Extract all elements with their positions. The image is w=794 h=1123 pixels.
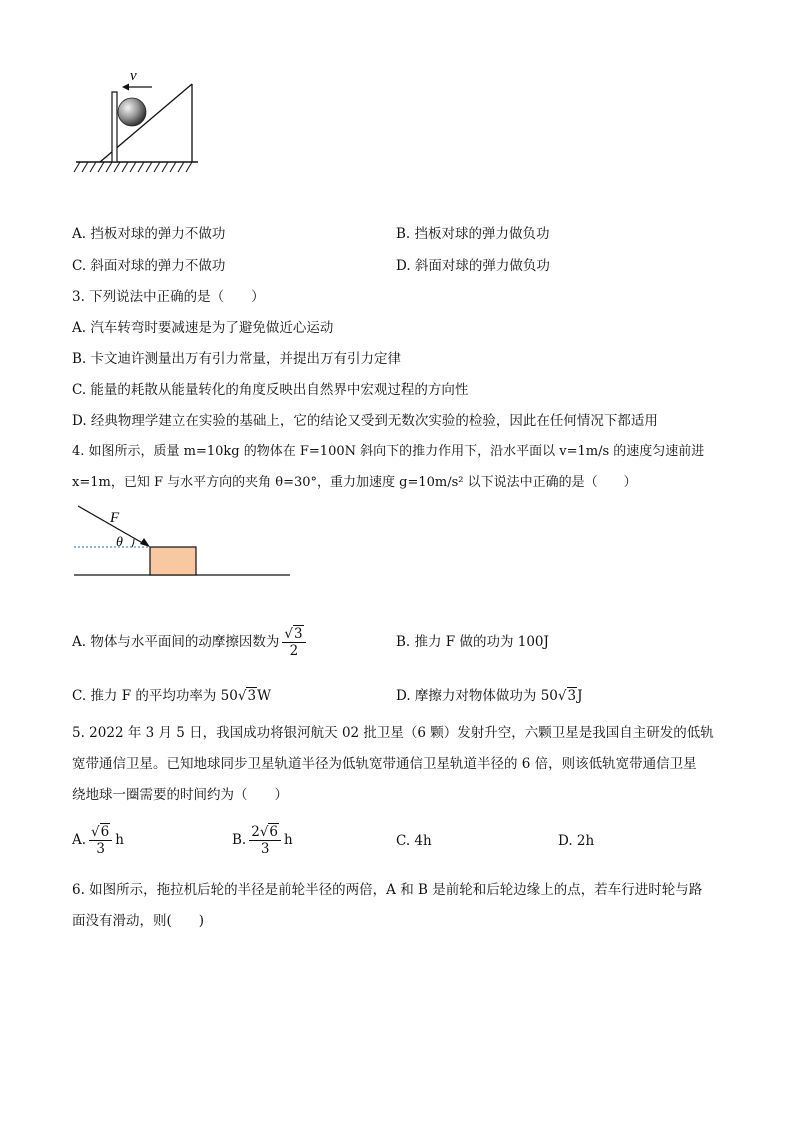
denominator: 3 — [260, 841, 270, 857]
q5-option-a[interactable] — [72, 820, 124, 860]
q3-stem: 3. 下列说法中正确的是（ ） — [72, 289, 265, 305]
velocity-arrow — [122, 84, 152, 91]
q5-stem-line3: 绕地球一圈需要的时间约为（ ） — [72, 787, 288, 803]
q4-figure — [72, 500, 294, 582]
q4-stem-line2: x=1m，已知 F 与水平方向的夹角 θ=30°，重力加速度 g=10m/s² 以下说法中正确的是（ ） — [72, 475, 637, 490]
radicand: 3 — [567, 688, 577, 704]
denominator: 3 — [96, 841, 105, 857]
q2-option-d[interactable]: D. 斜面对球的弹力做负功 — [396, 258, 550, 274]
q4-option-b[interactable]: B. 推力 F 做的功为 100J — [396, 634, 549, 650]
q2-option-b[interactable]: B. 挡板对球的弹力做负功 — [396, 226, 550, 242]
coefficient: 2 — [251, 824, 260, 840]
unit: h — [284, 832, 293, 848]
q4-option-d-text: D. 摩擦力对物体做功为 50 — [396, 688, 558, 704]
block — [150, 547, 196, 575]
option-label: B. — [232, 832, 247, 848]
velocity-label: v — [130, 68, 137, 84]
q5-option-d[interactable]: D. 2h — [558, 833, 595, 849]
q3-option-a[interactable]: A. 汽车转弯时要减速是为了避免做近心运动 — [72, 320, 334, 336]
q5-option-b[interactable] — [232, 820, 293, 860]
q4-option-c[interactable]: C. 推力 F 的平均功率为 50√3W — [72, 688, 271, 704]
q5-stem-line1: 5. 2022 年 3 月 5 日，我国成功将银河航天 02 批卫星（6 颗）发射升空，六颗卫星是我国自主研发的低轨 — [72, 725, 714, 741]
unit: h — [115, 832, 124, 848]
q6-stem-line2: 面没有滑动，则( ) — [72, 913, 205, 929]
fraction: $\frac{2√6}{3}$ — [249, 824, 281, 857]
q4-stem-line1: 4. 如图所示，质量 m=10kg 的物体在 F=100N 斜向下的推力作用下，沿水平面以 v=1m/s 的速度匀速前进 — [72, 444, 705, 459]
q4-option-d[interactable]: D. 摩擦力对物体做功为 50√3J — [396, 688, 583, 704]
ground-hatch — [74, 162, 192, 172]
radicand: 3 — [247, 688, 257, 704]
unit: W — [257, 688, 271, 704]
q3-option-d[interactable]: D. 经典物理学建立在实验的基础上，它的结论又受到无数次实验的检验，因此在任何情况下都适用 — [72, 413, 658, 429]
fraction: $\frac{√6}{3}$ — [89, 824, 112, 857]
q6-stem-line1: 6. 如图所示，拖拉机后轮的半径是前轮半径的两倍，A 和 B 是前轮和后轮边缘上的点，若车行进时轮与路 — [72, 882, 703, 898]
q5-option-c[interactable]: C. 4h — [396, 833, 432, 849]
denominator: 2 — [289, 643, 299, 659]
unit: J — [577, 688, 583, 704]
angle-arc — [132, 539, 134, 547]
angle-label: θ — [116, 535, 123, 550]
force-label: F — [110, 510, 120, 526]
option-label: A. — [72, 832, 87, 848]
fraction: $\frac{√3}{2}$ — [282, 626, 305, 659]
baffle-plate — [112, 92, 117, 162]
ball — [118, 98, 146, 126]
radicand: 6 — [269, 824, 279, 840]
q2-option-a[interactable]: A. 挡板对球的弹力不做功 — [72, 226, 226, 242]
q4-option-a[interactable] — [72, 622, 309, 662]
q3-option-c[interactable]: C. 能量的耗散从能量转化的角度反映出自然界中宏观过程的方向性 — [72, 382, 469, 398]
radicand: 6 — [100, 824, 110, 840]
q3-option-b[interactable]: B. 卡文迪许测量出万有引力常量，并提出万有引力定律 — [72, 351, 402, 367]
q2-option-c[interactable]: C. 斜面对球的弹力不做功 — [72, 258, 226, 274]
q5-stem-line2: 宽带通信卫星。已知地球同步卫星轨道半径为低轨宽带通信卫星轨道半径的 6 倍，则该低轨宽带通信卫星 — [72, 756, 697, 772]
q4-option-c-text: C. 推力 F 的平均功率为 50 — [72, 688, 238, 704]
q4-option-a-text: A. 物体与水平面间的动摩擦因数为 — [72, 634, 280, 650]
q2-figure — [70, 62, 200, 180]
radicand: 3 — [293, 626, 303, 642]
